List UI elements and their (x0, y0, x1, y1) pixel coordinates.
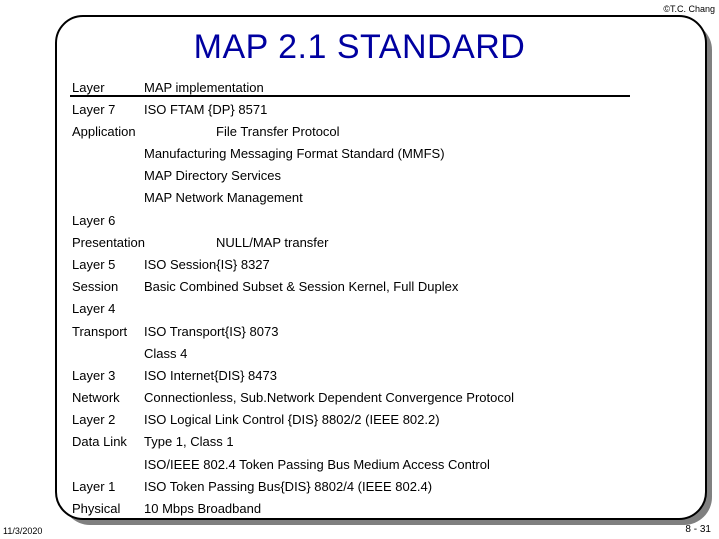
row-value: MAP Directory Services (144, 168, 282, 183)
row-label: Layer 2 (72, 412, 116, 427)
row-value: Basic Combined Subset & Session Kernel, Full Duplex (144, 279, 459, 294)
row-label: Layer 1 (72, 479, 116, 494)
row-value: File Transfer Protocol (216, 124, 340, 139)
footer-date: 11/3/2020 (3, 526, 43, 536)
header-divider (70, 95, 630, 97)
page-number: 8 - 31 (685, 524, 711, 535)
row-label: Layer 3 (72, 368, 116, 383)
row-label: Layer 5 (72, 257, 116, 272)
row-value: NULL/MAP transfer (216, 235, 329, 250)
row-value: Connectionless, Sub.Network Dependent Convergence Protocol (144, 390, 514, 405)
slide-title: MAP 2.1 STANDARD (193, 28, 526, 66)
row-value: ISO Transport{IS} 8073 (144, 324, 279, 339)
row-value: Class 4 (144, 346, 188, 361)
row-label: Layer 4 (72, 301, 116, 316)
row-label: Physical (72, 501, 121, 516)
row-value: ISO/IEEE 802.4 Token Passing Bus Medium Access Control (144, 457, 490, 472)
row-label: Network (72, 390, 120, 405)
row-value: ISO Session{IS} 8327 (144, 257, 270, 272)
row-value: ISO Logical Link Control {DIS} 8802/2 (IEEE 802.2) (144, 412, 440, 427)
copyright-notice: ©T.C. Chang (663, 4, 715, 14)
row-value: Manufacturing Messaging Format Standard (MMFS) (144, 146, 445, 161)
header-map-implementation: MAP implementation (144, 80, 264, 95)
row-label: Presentation (72, 235, 145, 250)
header-layer: Layer (72, 80, 105, 95)
row-value: 10 Mbps Broadband (144, 501, 262, 516)
row-label: Application (72, 124, 136, 139)
row-value: Type 1, Class 1 (144, 434, 234, 449)
row-label: Data Link (72, 434, 127, 449)
row-label: Layer 7 (72, 102, 116, 117)
row-label: Layer 6 (72, 213, 116, 228)
row-label: Session (72, 279, 119, 294)
row-value: ISO Token Passing Bus{DIS} 8802/4 (IEEE 802.4) (144, 479, 433, 494)
row-label: Transport (72, 324, 128, 339)
row-value: MAP Network Management (144, 190, 303, 205)
row-value: ISO Internet{DIS} 8473 (144, 368, 277, 383)
row-value: ISO FTAM {DP} 8571 (144, 102, 268, 117)
